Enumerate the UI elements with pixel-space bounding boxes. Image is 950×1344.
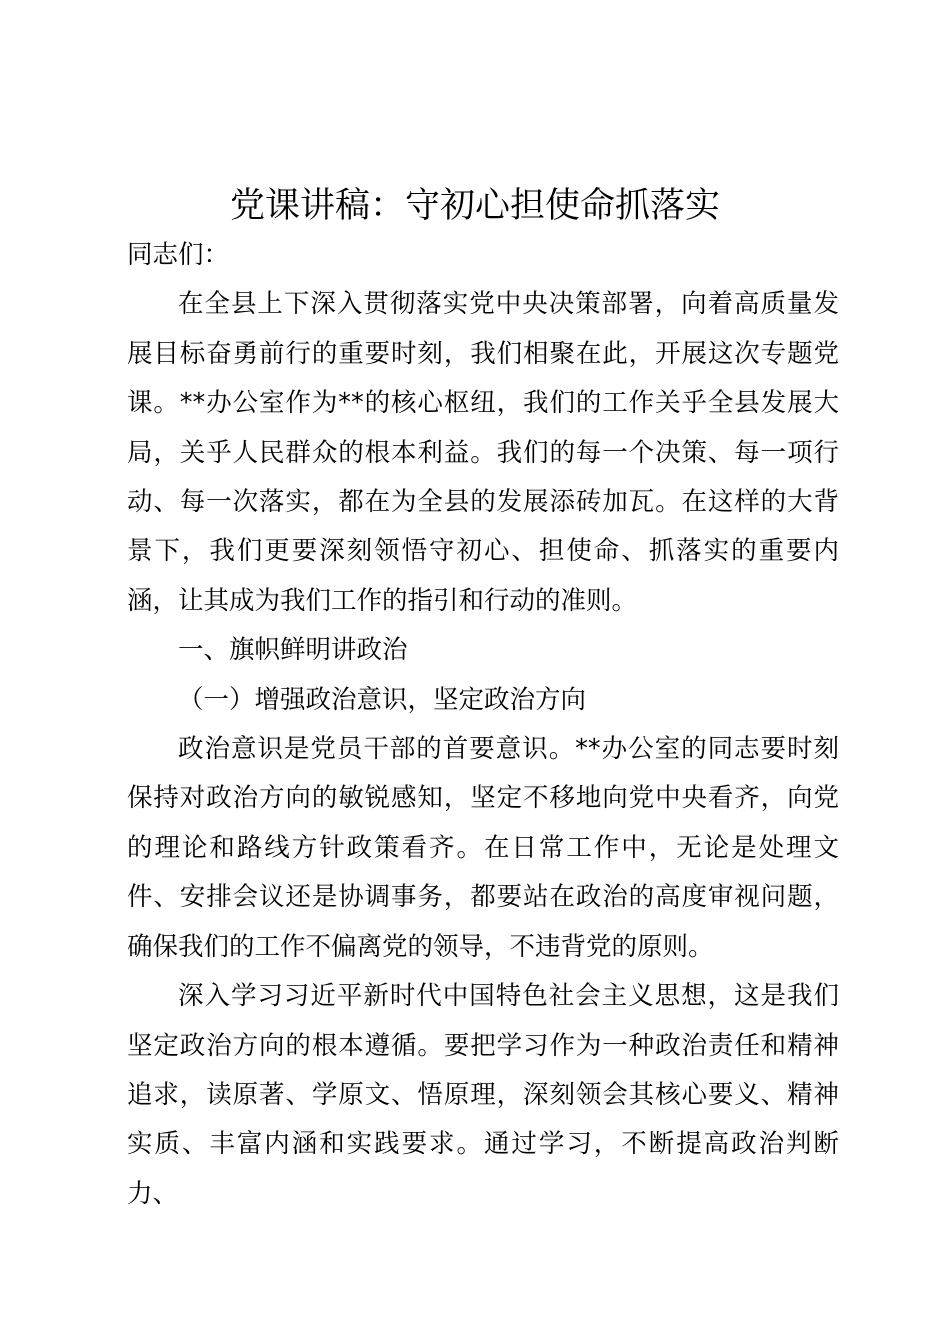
section-heading: 一、旗帜鲜明讲政治: [178, 635, 408, 666]
subsection-heading: （一）增强政治意识，坚定政治方向: [178, 684, 587, 715]
paragraph-political-awareness: 政治意识是党员干部的首要意识。**办公室的同志要时刻保持对政治方向的敏锐感知，坚定不移地向党中央看齐，向党的理论和路线方针政策看齐。在日常工作中，无论是处理文件、安排会议还是协调事务，都要站在政治的高度审视问题，确保我们的工作不偏离党的领导，不违背党的原则。: [127, 734, 839, 962]
document-title: 党课讲稿：守初心担使命抓落实: [229, 186, 720, 226]
paragraph-intro: 在全县上下深入贯彻落实党中央决策部署，向着高质量发展目标奋勇前行的重要时刻，我们相聚在此，开展这次专题党课。**办公室作为**的核心枢纽，我们的工作关乎全县发展大局，关乎人民群众的根本利益。我们的每一个决策、每一项行动、每一次落实，都在为全县的发展添砖加瓦。在这样的大背景下，我们更要深刻领悟守初心、担使命、抓落实的重要内涵，让其成为我们工作的指引和行动的准则。: [127, 289, 839, 616]
document-body: [127, 231, 839, 1219]
paragraph-study: 深入学习习近平新时代中国特色社会主义思想，这是我们坚定政治方向的根本遵循。要把学习作为一种政治责任和精神追求，读原著、学原文、悟原理，深刻领会其核心要义、精神实质、丰富内涵和实践要求。通过学习，不断提高政治判断力、: [127, 981, 839, 1209]
salutation: 同志们：: [127, 240, 230, 270]
